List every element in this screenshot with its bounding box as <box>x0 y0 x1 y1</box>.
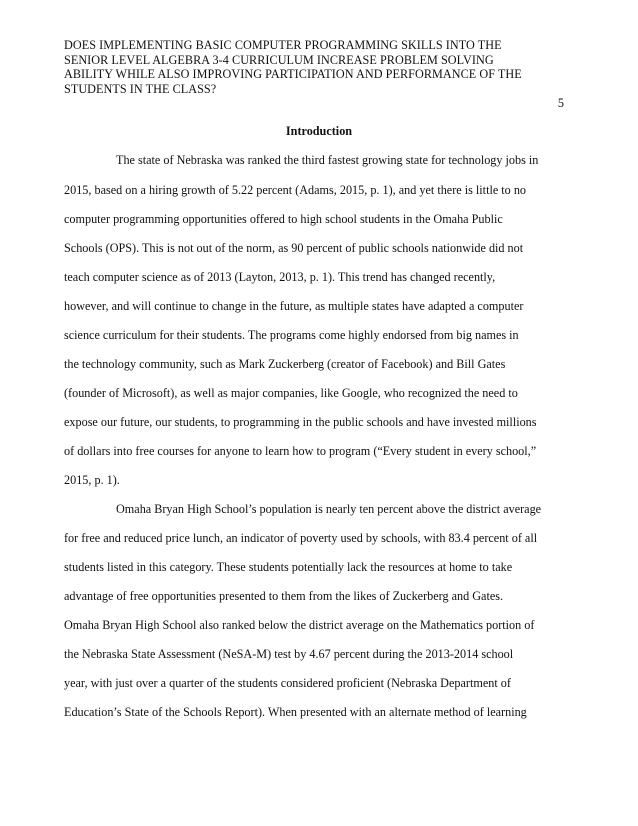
running-head-line: ABILITY WHILE ALSO IMPROVING PARTICIPATION AND PERFORMANCE OF THE <box>64 67 522 81</box>
running-head <box>64 38 574 96</box>
section-heading: Introduction <box>285 124 353 138</box>
text-line: advantage of free opportunities presented to them from the likes of Zuckerberg and Gates. <box>64 589 504 603</box>
paragraph-first-line: Omaha Bryan High School’s population is nearly ten percent above the district average <box>116 502 542 516</box>
text-line: 2015, based on a hiring growth of 5.22 percent (Adams, 2015, p. 1), and yet there is little to no <box>64 183 527 197</box>
text-line: the technology community, such as Mark Zuckerberg (creator of Facebook) and Bill Gates <box>64 357 506 371</box>
text-line: (founder of Microsoft), as well as major companies, like Google, who recognized the need to <box>64 386 518 400</box>
text-line: 2015, p. 1). <box>64 473 120 487</box>
text-line: students listed in this category. These students potentially lack the resources at home to take <box>64 560 513 574</box>
paragraph-first-line: The state of Nebraska was ranked the third fastest growing state for technology jobs in <box>116 153 539 167</box>
running-head-line: SENIOR LEVEL ALGEBRA 3-4 CURRICULUM INCREASE PROBLEM SOLVING <box>64 52 494 67</box>
text-line: Schools (OPS). This is not out of the norm, as 90 percent of public schools nationwide did not <box>64 241 524 255</box>
page-number: 5 <box>557 96 564 110</box>
text-line: computer programming opportunities offered to high school students in the Omaha Public <box>64 212 503 226</box>
text-line: however, and will continue to change in the future, as multiple states have adapted a computer <box>64 299 524 313</box>
text-line: science curriculum for their students. The programs come highly endorsed from big names in <box>64 328 519 342</box>
text-line: of dollars into free courses for anyone to learn how to program (“Every student in every school,” <box>64 444 537 458</box>
running-head-line: DOES IMPLEMENTING BASIC COMPUTER PROGRAMMING SKILLS INTO THE <box>64 38 502 52</box>
text-line: Omaha Bryan High School also ranked below the district average on the Mathematics portion of <box>64 618 535 632</box>
text-line: Education’s State of the Schools Report). When presented with an alternate method of learning <box>64 705 527 719</box>
text-line: teach computer science as of 2013 (Layton, 2013, p. 1). This trend has changed recently, <box>64 270 496 284</box>
running-head-line: STUDENTS IN THE CLASS? <box>64 81 217 96</box>
text-line: expose our future, our students, to programming in the public schools and have invested millions <box>64 415 537 429</box>
text-line: for free and reduced price lunch, an indicator of poverty used by schools, with 83.4 percent of all <box>64 531 538 545</box>
text-line: year, with just over a quarter of the students considered proficient (Nebraska Department of <box>64 676 511 690</box>
text-line: the Nebraska State Assessment (NeSA-M) test by 4.67 percent during the 2013-2014 school <box>64 647 514 661</box>
